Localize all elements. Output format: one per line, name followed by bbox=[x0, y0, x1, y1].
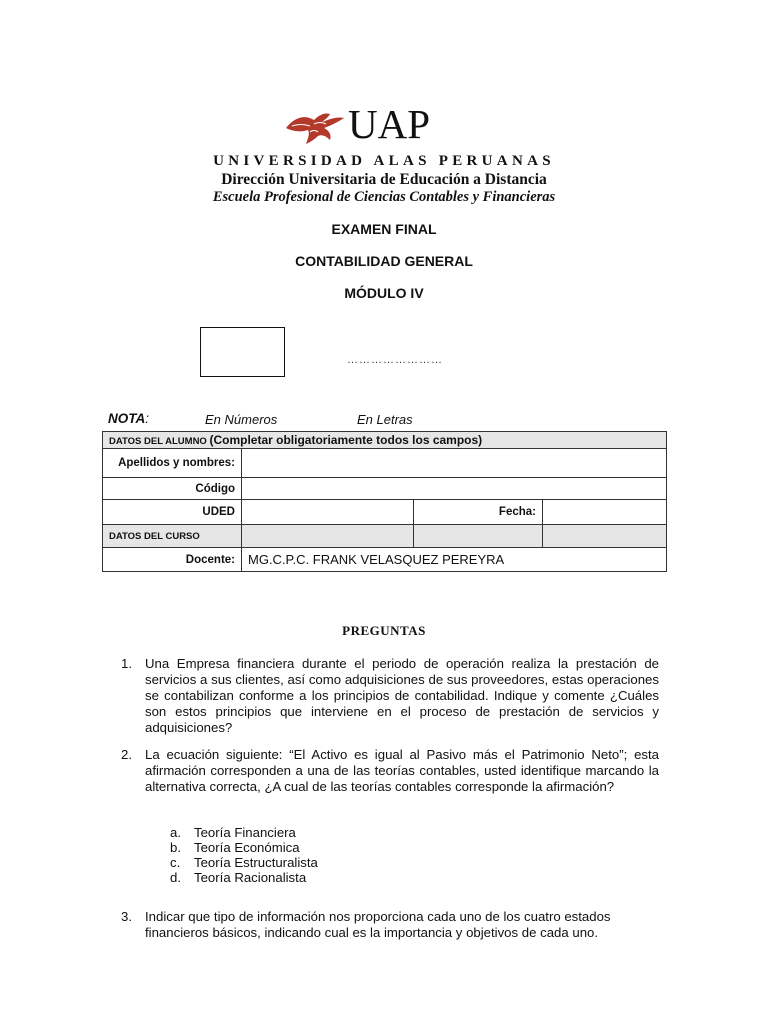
university-name: UNIVERSIDAD ALAS PERUANAS bbox=[213, 153, 555, 169]
curso-section-row bbox=[103, 525, 667, 548]
logo-text: UAP bbox=[348, 101, 431, 147]
grade-number-box[interactable] bbox=[200, 327, 285, 377]
fecha-label: Fecha: bbox=[414, 500, 543, 525]
option-d-text: Teoría Racionalista bbox=[194, 870, 307, 885]
uap-logo bbox=[284, 101, 454, 148]
apellidos-label: Apellidos y nombres: bbox=[103, 449, 242, 478]
option-c-letter: c. bbox=[170, 855, 181, 870]
uded-label: UDED bbox=[103, 500, 242, 525]
option-c-text: Teoría Estructuralista bbox=[194, 855, 318, 870]
question-1-text: Una Empresa financiera durante el periodo de operación realiza la prestación de servicios a sus clientes, así como adquisiciones de sus proveedores, estas operaciones se contabilizan conforme a los principios de contabilidad. Indique y comente ¿Cuáles son estos principios que interviene en el proceso de prestación de servicios y adquisiciones? bbox=[145, 656, 659, 735]
option-b[interactable] bbox=[170, 840, 300, 855]
grade-letters-line[interactable]: …………………… bbox=[347, 354, 443, 366]
option-c[interactable] bbox=[170, 855, 318, 870]
question-2-number: 2. bbox=[121, 747, 132, 762]
module-title: MÓDULO IV bbox=[344, 285, 424, 301]
question-2-text: La ecuación siguiente: “El Activo es igual al Pasivo más el Patrimonio Neto”; esta afirmación corresponden a una de las teorías contables, usted identifique marcando la alternativa correcta, ¿A cual de las teorías contables corresponde la afirmación? bbox=[145, 747, 659, 794]
option-b-letter: b. bbox=[170, 840, 181, 855]
codigo-label: Código bbox=[103, 478, 242, 500]
docente-row bbox=[103, 548, 667, 572]
eagle-emblem-icon bbox=[284, 106, 348, 146]
question-1-number: 1. bbox=[121, 656, 132, 671]
codigo-field[interactable] bbox=[242, 478, 667, 500]
nota-colon: : bbox=[145, 411, 150, 426]
question-3-number: 3. bbox=[121, 909, 132, 924]
option-a-letter: a. bbox=[170, 825, 181, 840]
curso-empty-2 bbox=[414, 525, 543, 548]
preguntas-heading: PREGUNTAS bbox=[342, 623, 426, 638]
option-b-text: Teoría Económica bbox=[194, 840, 300, 855]
en-letras-label: En Letras bbox=[357, 412, 413, 427]
curso-empty-1 bbox=[242, 525, 414, 548]
direccion-title: Dirección Universitaria de Educación a Distancia bbox=[221, 171, 547, 188]
docente-label: Docente: bbox=[103, 548, 242, 572]
codigo-row bbox=[103, 478, 667, 500]
alumno-section-note: (Completar obligatoriamente todos los campos) bbox=[209, 433, 483, 447]
nota-label bbox=[108, 411, 149, 426]
en-numeros-label: En Números bbox=[205, 412, 278, 427]
nota-label-text: NOTA bbox=[108, 411, 146, 426]
question-2 bbox=[121, 747, 659, 813]
apellidos-field[interactable] bbox=[242, 449, 667, 478]
student-data-table bbox=[102, 431, 667, 572]
fecha-field[interactable] bbox=[543, 500, 667, 525]
alumno-section-row bbox=[103, 432, 667, 449]
docente-value: MG.C.P.C. FRANK VELASQUEZ PEREYRA bbox=[242, 548, 667, 572]
apellidos-row bbox=[103, 449, 667, 478]
option-d[interactable] bbox=[170, 870, 306, 885]
alumno-section-header bbox=[103, 432, 667, 449]
option-a[interactable] bbox=[170, 825, 296, 840]
uded-row bbox=[103, 500, 667, 525]
curso-empty-3 bbox=[543, 525, 667, 548]
option-d-letter: d. bbox=[170, 870, 181, 885]
question-1 bbox=[121, 656, 659, 738]
escuela-title: Escuela Profesional de Ciencias Contables y Financieras bbox=[212, 189, 556, 205]
question-3-text: Indicar que tipo de información nos proporciona cada uno de los cuatro estados financieros básicos, indicando cual es la importancia y objetivos de cada uno. bbox=[145, 909, 611, 940]
alumno-section-small: DATOS DEL ALUMNO bbox=[109, 436, 207, 447]
exam-title: EXAMEN FINAL bbox=[331, 221, 437, 237]
curso-section-header: DATOS DEL CURSO bbox=[103, 525, 242, 548]
question-3 bbox=[121, 909, 659, 943]
course-title: CONTABILIDAD GENERAL bbox=[295, 253, 473, 269]
option-a-text: Teoría Financiera bbox=[194, 825, 296, 840]
uded-field[interactable] bbox=[242, 500, 414, 525]
